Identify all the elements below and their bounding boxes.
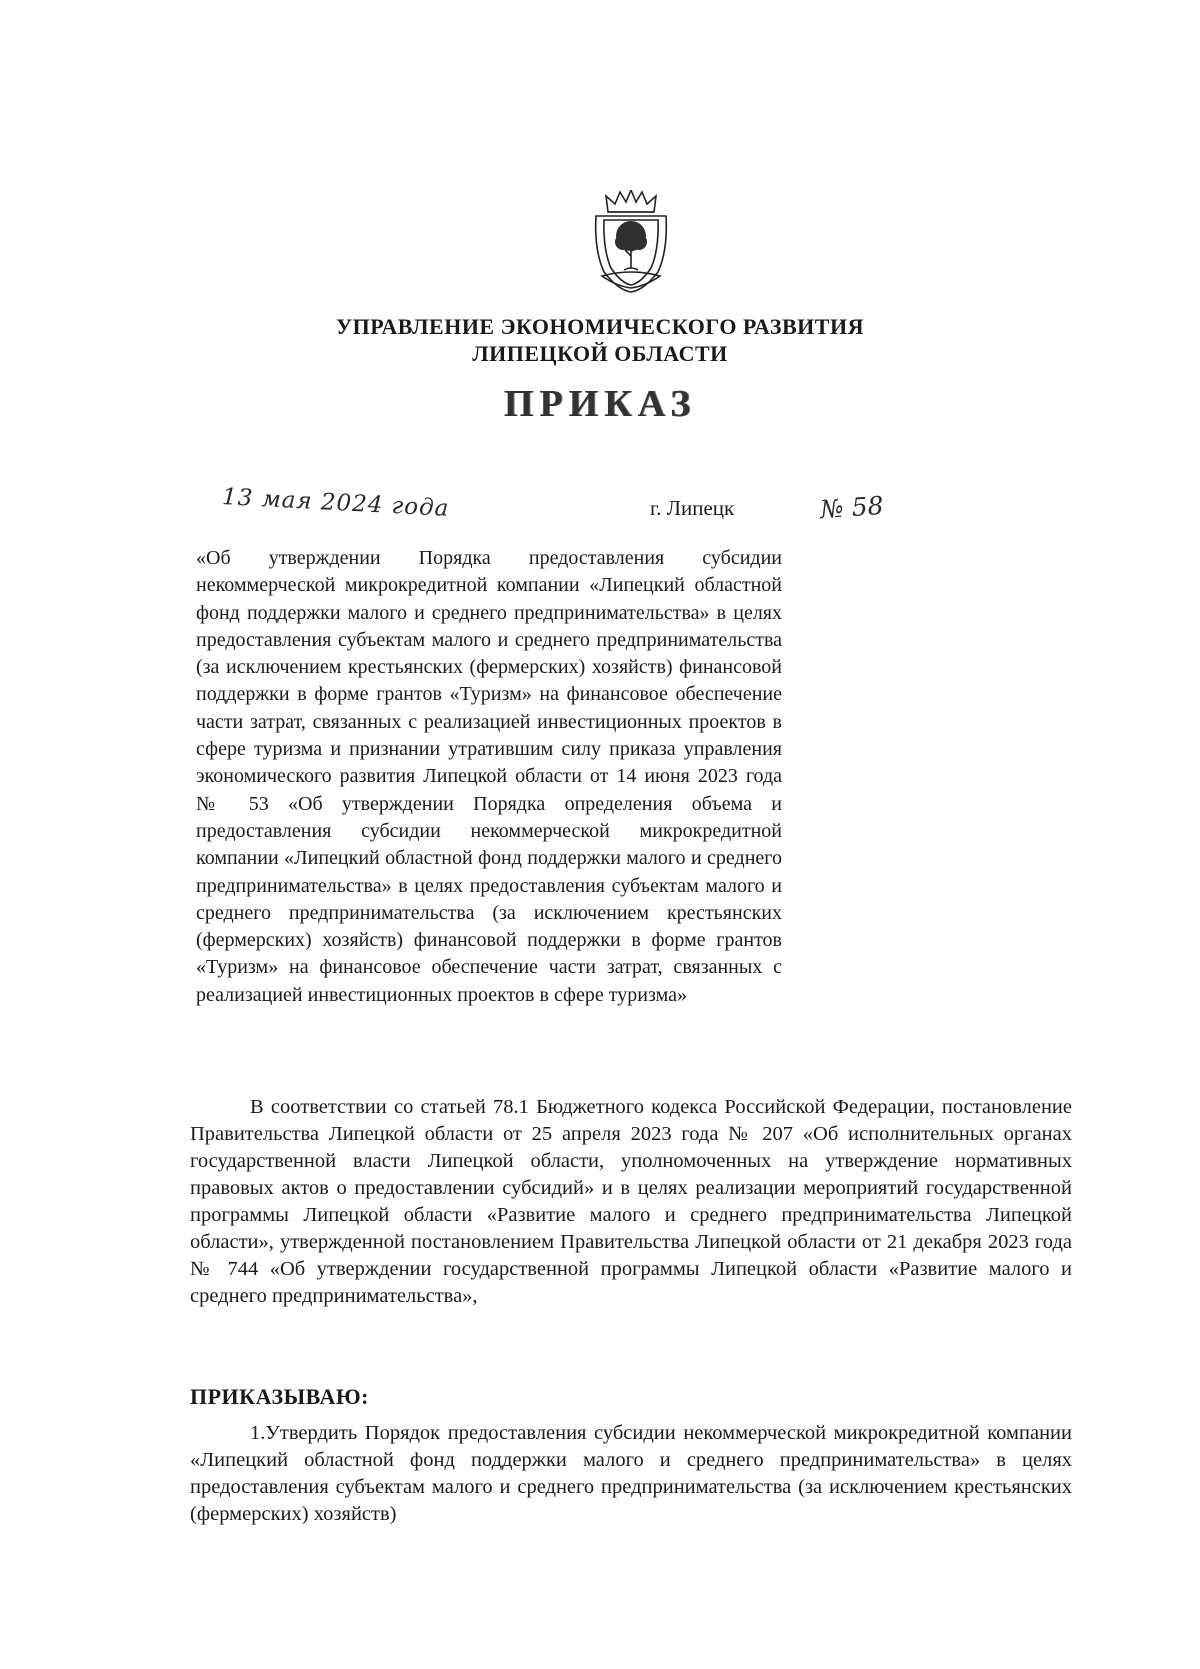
city-label: г. Липецк [650, 496, 735, 520]
order-title: «Об утверждении Порядка предоставления субсидии некоммерческой микрокредитной компании «Липецкий областной фонд поддержки малого и среднего предпринимательства» в целях предоставления субъектам малого и среднего предпринимательства (за исключением крестьянских (фермерских) хозяйств) финансовой поддержки в форме грантов «Туризм» на финансовое обеспечение части затрат, связанных с реализацией инвестиционных проектов в сфере туризма и признании утратившим силу приказа управления экономического развития Липецкой области от 14 июня 2023 года № 53 «Об утверждении Порядка определения объема и предоставления субсидии некоммерческой микрокредитной компании «Липецкий областной фонд поддержки малого и среднего предпринимательства» в целях предоставления субъектам малого и среднего предпринимательства (за исключением крестьянских (фермерских) хозяйств) финансовой поддержки в форме грантов «Туризм» на финансовое обеспечение части затрат, связанных с реализацией инвестиционных проектов в сфере туризма» [196, 547, 782, 1006]
organization-name: УПРАВЛЕНИЕ ЭКОНОМИЧЕСКОГО РАЗВИТИЯ [336, 314, 864, 339]
organization-region: ЛИПЕЦКОЙ ОБЛАСТИ [472, 341, 728, 366]
order-item-1: 1.Утвердить Порядок предоставления субсидии некоммерческой микрокредитной компании «Липецкий областной фонд поддержки малого и среднего предпринимательства» в целях предоставления субъектам малого и среднего предпринимательства (за исключением крестьянских (фермерских) хозяйств) [190, 1422, 1072, 1525]
legal-basis-paragraph: В соответствии со статьей 78.1 Бюджетного кодекса Российской Федерации, постановление Правительства Липецкой области от 25 апреля 2023 года № 207 «Об исполнительных органах государственной власти Липецкой области, уполномоченных на утверждение нормативных правовых актов о предоставлении субсидий» и в целях реализации мероприятий государственной программы Липецкой области «Развитие малого и среднего предпринимательства Липецкой области», утвержденной постановлением Правительства Липецкой области от 21 декабря 2023 года № 744 «Об утверждении государственной программы Липецкой области «Развитие малого и среднего предпринимательства», [190, 1096, 1072, 1307]
handwritten-date: 13 мая 2024 года [221, 484, 451, 522]
document-type-heading: ПРИКАЗ [503, 383, 697, 425]
order-directive-heading: ПРИКАЗЫВАЮ: [190, 1384, 369, 1409]
coat-of-arms-icon [590, 190, 672, 294]
handwritten-document-number: № 58 [819, 490, 885, 525]
